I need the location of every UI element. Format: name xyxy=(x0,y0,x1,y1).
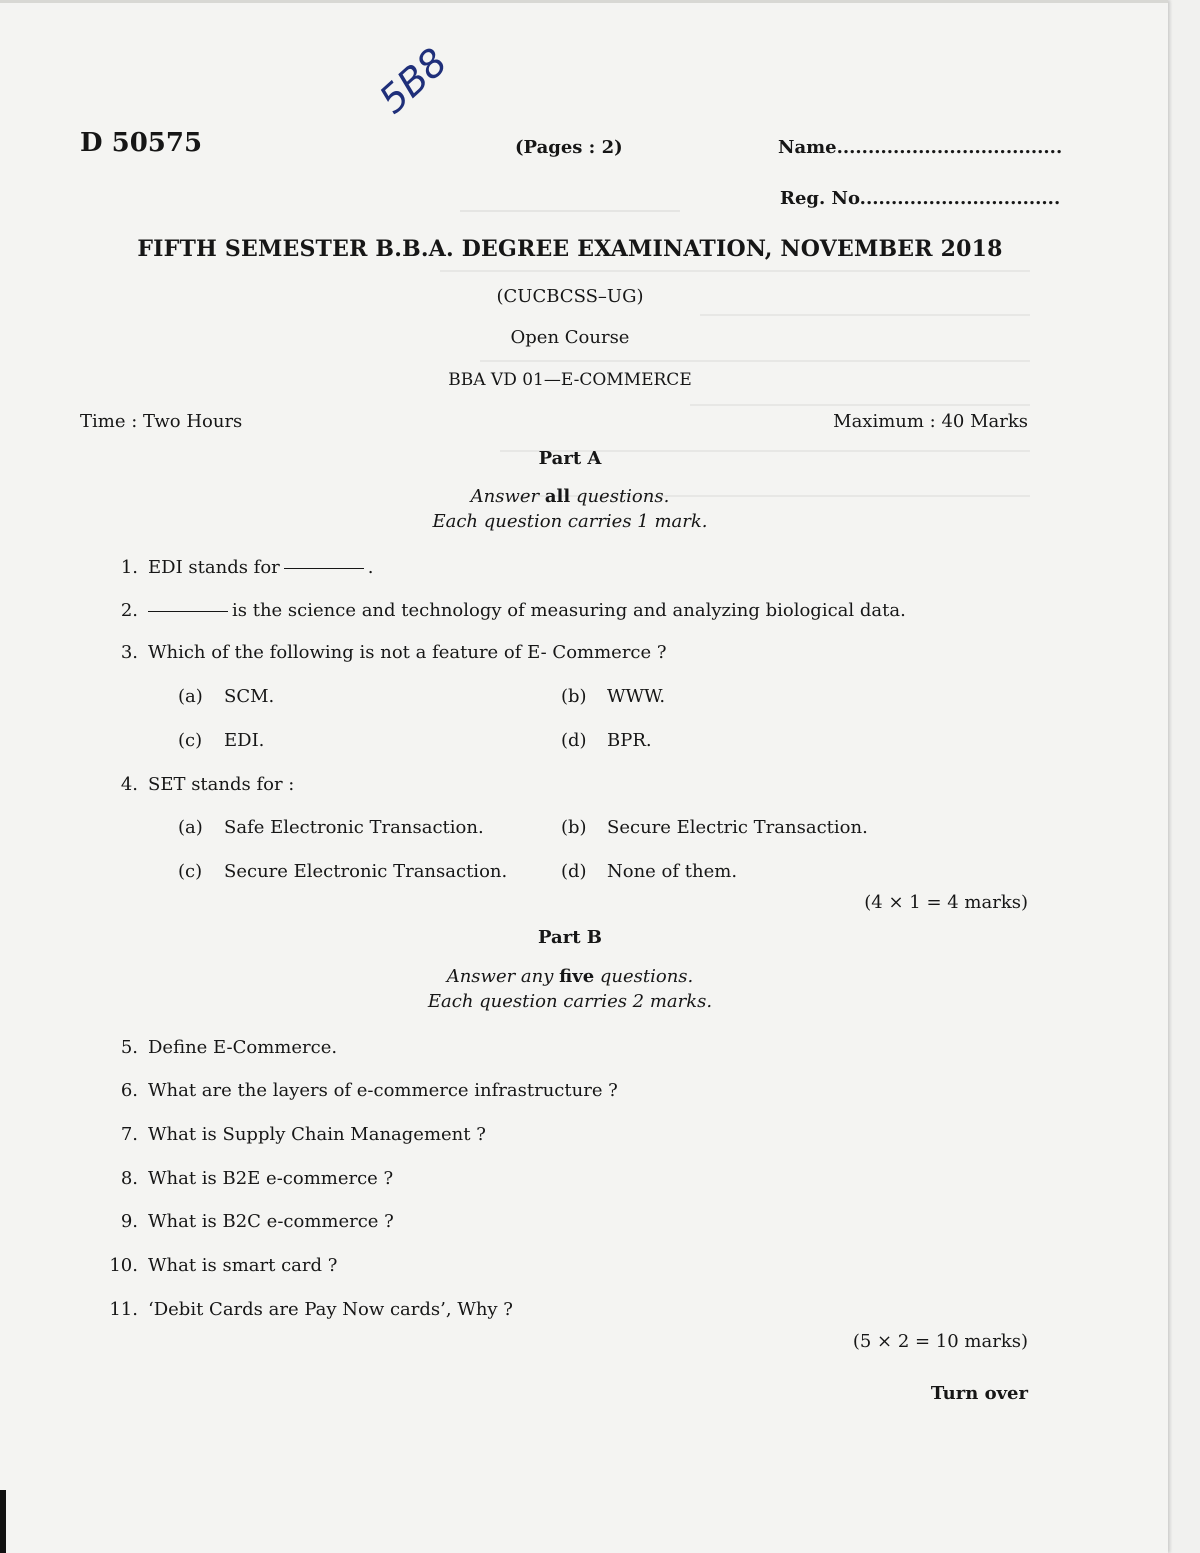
course-type: Open Course xyxy=(510,327,630,348)
part-b-marks: (5 × 2 = 10 marks) xyxy=(852,1331,1028,1352)
question-text: Which of the following is not a feature of E- Commerce ? xyxy=(148,642,667,663)
question-text: What is Supply Chain Management ? xyxy=(148,1124,486,1145)
question-3 xyxy=(98,642,667,663)
question-text: What is B2E e-commerce ? xyxy=(148,1168,394,1189)
option-label: (a) xyxy=(178,686,203,707)
question-text: SET stands for : xyxy=(148,774,295,795)
option-label: (d) xyxy=(561,861,587,882)
exam-scheme: (CUCBCSS–UG) xyxy=(496,286,644,307)
question-paper-code: D 50575 xyxy=(80,128,203,158)
question-number: 9. xyxy=(120,1211,138,1232)
scan-edge-mark xyxy=(0,1490,6,1553)
question-text: Define E-Commerce. xyxy=(148,1037,338,1058)
page-count: (Pages : 2) xyxy=(515,137,623,158)
option-c xyxy=(178,730,264,751)
question-10 xyxy=(98,1255,337,1276)
question-text: What are the layers of e-commerce infrastructure ? xyxy=(148,1080,618,1101)
option-text: SCM. xyxy=(224,686,275,707)
question-number: 8. xyxy=(120,1168,138,1189)
question-9 xyxy=(98,1211,394,1232)
question-number: 10. xyxy=(109,1255,138,1276)
option-label: (c) xyxy=(178,730,203,751)
question-number: 7. xyxy=(120,1124,138,1145)
maximum-marks: Maximum : 40 Marks xyxy=(833,411,1028,432)
question-6 xyxy=(98,1080,618,1101)
question-2 xyxy=(98,599,906,621)
reg-no-field: Reg. No................................ xyxy=(780,188,1061,209)
option-label: (b) xyxy=(561,817,587,838)
option-c xyxy=(178,861,507,882)
option-a xyxy=(178,817,484,838)
instruction-emphasis: five xyxy=(559,966,595,987)
option-text: EDI. xyxy=(224,730,265,751)
option-d xyxy=(561,861,737,882)
option-b xyxy=(561,686,665,707)
question-text: ‘Debit Cards are Pay Now cards’, Why ? xyxy=(148,1299,513,1320)
question-number: 11. xyxy=(109,1299,138,1320)
part-a-marks: (4 × 1 = 4 marks) xyxy=(864,892,1028,913)
instruction-text: Answer any xyxy=(446,966,560,987)
question-4 xyxy=(98,774,294,795)
turn-over-note: Turn over xyxy=(930,1383,1028,1404)
instruction-emphasis: all xyxy=(544,486,571,507)
exam-title: FIFTH SEMESTER B.B.A. DEGREE EXAMINATION, NOVEMBER 2018 xyxy=(137,236,1003,262)
exam-duration: Time : Two Hours xyxy=(80,411,243,432)
part-a-heading: Part A xyxy=(538,448,602,469)
handwritten-mark: 5B8 xyxy=(370,39,456,122)
answer-blank xyxy=(148,599,228,612)
answer-blank xyxy=(284,556,364,569)
question-text: is the science and technology of measuring and analyzing biological data. xyxy=(232,600,906,621)
question-text: EDI stands for xyxy=(148,557,280,578)
top-edge xyxy=(0,0,1168,3)
question-text: What is B2C e-commerce ? xyxy=(148,1211,394,1232)
question-end: . xyxy=(367,557,374,578)
option-label: (a) xyxy=(178,817,203,838)
part-b-heading: Part B xyxy=(538,927,602,948)
name-field: Name.................................... xyxy=(778,137,1063,158)
question-8 xyxy=(98,1168,393,1189)
instruction-text: questions. xyxy=(570,486,670,507)
option-label: (b) xyxy=(561,686,587,707)
part-a-instruction-1 xyxy=(0,486,1140,507)
option-text: Secure Electric Transaction. xyxy=(607,817,868,838)
instruction-text: questions. xyxy=(594,966,694,987)
part-b-instruction-2: Each question carries 2 marks. xyxy=(427,991,713,1012)
question-5 xyxy=(98,1037,337,1058)
option-label: (d) xyxy=(561,730,587,751)
part-b-instruction-1 xyxy=(0,966,1140,987)
question-number: 3. xyxy=(120,642,138,663)
question-11 xyxy=(98,1299,513,1320)
question-7 xyxy=(98,1124,486,1145)
option-label: (c) xyxy=(178,861,203,882)
option-text: Secure Electronic Transaction. xyxy=(224,861,508,882)
question-number: 4. xyxy=(120,774,138,795)
question-number: 6. xyxy=(120,1080,138,1101)
option-text: WWW. xyxy=(607,686,666,707)
question-text: What is smart card ? xyxy=(148,1255,338,1276)
paper-title: BBA VD 01—E-COMMERCE xyxy=(448,370,692,390)
option-text: Safe Electronic Transaction. xyxy=(224,817,484,838)
question-number: 1. xyxy=(120,557,138,578)
option-d xyxy=(561,730,652,751)
question-1 xyxy=(98,556,374,578)
instruction-text: Answer xyxy=(470,486,545,507)
question-number: 5. xyxy=(120,1037,138,1058)
option-text: None of them. xyxy=(607,861,738,882)
option-b xyxy=(561,817,868,838)
question-number: 2. xyxy=(120,600,138,621)
part-a-instruction-2: Each question carries 1 mark. xyxy=(432,511,708,532)
option-a xyxy=(178,686,274,707)
option-text: BPR. xyxy=(607,730,652,751)
